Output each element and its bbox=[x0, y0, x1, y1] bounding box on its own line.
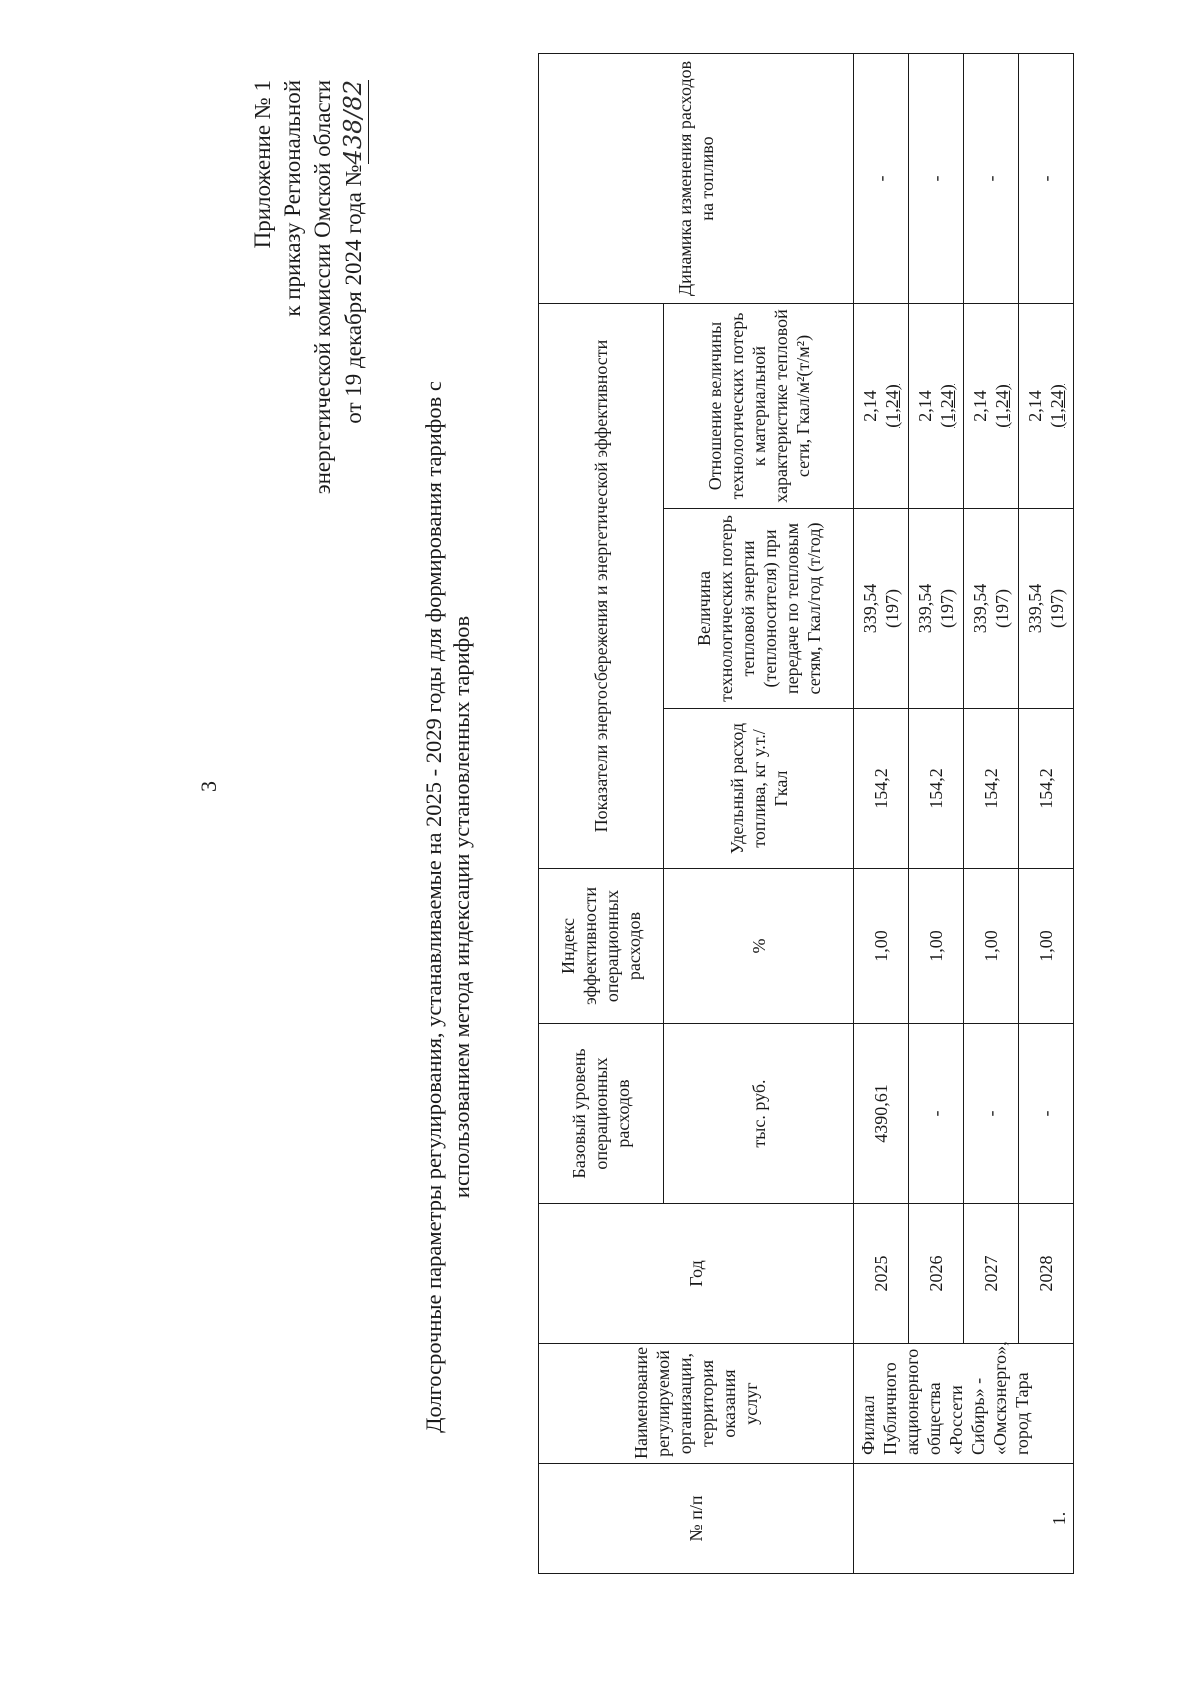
cell-base: 4390,61 bbox=[854, 1024, 909, 1204]
cell-base: - bbox=[909, 1024, 964, 1204]
cell-fuel-rate: 154,2 bbox=[964, 709, 1019, 869]
table-row bbox=[854, 54, 909, 1574]
ratio-value-tonnes: (1,24) bbox=[992, 384, 1012, 428]
appendix-line-3: энергетической комиссии Омской области bbox=[310, 80, 335, 495]
document-title-line-2: использованием метода индексации установленных тарифов bbox=[449, 615, 474, 1199]
losses-value: 339,54 bbox=[915, 583, 935, 634]
header-energy: Показатели энергосбережения и энергетической эффективности bbox=[539, 304, 664, 869]
cell-base: - bbox=[964, 1024, 1019, 1204]
unit-index: % bbox=[664, 869, 854, 1024]
cell-year: 2028 bbox=[1019, 1204, 1074, 1344]
cell-year: 2025 bbox=[854, 1204, 909, 1344]
ratio-value: 2,14 bbox=[1025, 390, 1045, 422]
header-losses: Величина технологических потерь тепловой энергии (теплоносителя) при передаче по тепловым сетям, Гкал/год (т/год) bbox=[664, 509, 854, 709]
appendix-line-1: Приложение № 1 bbox=[250, 80, 275, 249]
cell-fuel-rate: 154,2 bbox=[909, 709, 964, 869]
header-index: Индекс эффективности операционных расходов bbox=[539, 869, 664, 1024]
cell-dynamics: - bbox=[1019, 54, 1074, 304]
header-num: № п/п bbox=[539, 1464, 854, 1574]
ratio-value: 2,14 bbox=[915, 390, 935, 422]
losses-value: 339,54 bbox=[860, 583, 880, 634]
ratio-value-tonnes: (1,24) bbox=[937, 384, 957, 428]
appendix-line-2: к приказу Региональной bbox=[280, 80, 305, 317]
cell-fuel-rate: 154,2 bbox=[854, 709, 909, 869]
page-number: 3 bbox=[196, 781, 221, 792]
ratio-value: 2,14 bbox=[860, 390, 880, 422]
cell-index: 1,00 bbox=[909, 869, 964, 1024]
appendix-line-4 bbox=[338, 80, 369, 840]
losses-value-tonnes: (197) bbox=[882, 589, 902, 628]
cell-year: 2027 bbox=[964, 1204, 1019, 1344]
unit-base: тыс. руб. bbox=[664, 1024, 854, 1204]
ratio-value-tonnes: (1,24) bbox=[1047, 384, 1067, 428]
handwritten-order-number: 438/82 bbox=[339, 80, 367, 165]
appendix-block bbox=[248, 80, 369, 840]
row-number: 1. bbox=[854, 1464, 1074, 1574]
cell-ratio bbox=[1019, 304, 1074, 509]
cell-index: 1,00 bbox=[854, 869, 909, 1024]
cell-losses bbox=[909, 509, 964, 709]
header-dynamics: Динамика изменения расходов на топливо bbox=[539, 54, 854, 304]
losses-value-tonnes: (197) bbox=[937, 589, 957, 628]
document-title bbox=[420, 307, 476, 1507]
cell-dynamics: - bbox=[854, 54, 909, 304]
appendix-date-prefix: от 19 декабря 2024 года № bbox=[341, 164, 366, 424]
header-base: Базовый уровень операционных расходов bbox=[539, 1024, 664, 1204]
cell-fuel-rate: 154,2 bbox=[1019, 709, 1074, 869]
cell-ratio bbox=[909, 304, 964, 509]
cell-losses bbox=[1019, 509, 1074, 709]
losses-value: 339,54 bbox=[970, 583, 990, 634]
header-org: Наименование регулируемой организации, территория оказания услуг bbox=[539, 1344, 854, 1464]
ratio-value: 2,14 bbox=[970, 390, 990, 422]
parameters-table bbox=[538, 53, 1074, 1574]
header-ratio: Отношение величины технологических потерь к материальной характеристике тепловой сети, Гкал/м²(т/м²) bbox=[664, 304, 854, 509]
cell-index: 1,00 bbox=[964, 869, 1019, 1024]
cell-dynamics: - bbox=[964, 54, 1019, 304]
header-fuel-rate: Удельный расход топлива, кг у.т./Гкал bbox=[664, 709, 854, 869]
cell-index: 1,00 bbox=[1019, 869, 1074, 1024]
document-title-line-1: Долгосрочные параметры регулирования, устанавливаемые на 2025 - 2029 годы для формирования тарифов с bbox=[421, 381, 446, 1433]
cell-losses bbox=[964, 509, 1019, 709]
header-year: Год bbox=[539, 1204, 854, 1344]
ratio-value-tonnes: (1,24) bbox=[882, 384, 902, 428]
cell-ratio bbox=[964, 304, 1019, 509]
losses-value-tonnes: (197) bbox=[992, 589, 1012, 628]
cell-dynamics: - bbox=[909, 54, 964, 304]
table-header-row-1 bbox=[539, 54, 664, 1574]
losses-value: 339,54 bbox=[1025, 583, 1045, 634]
cell-ratio bbox=[854, 304, 909, 509]
cell-base: - bbox=[1019, 1024, 1074, 1204]
organization-name: Филиал Публичного акционерного общества «Россети Сибирь» - «Омскэнерго», город Тара bbox=[854, 1344, 1074, 1464]
cell-year: 2026 bbox=[909, 1204, 964, 1344]
cell-losses bbox=[854, 509, 909, 709]
losses-value-tonnes: (197) bbox=[1047, 589, 1067, 628]
